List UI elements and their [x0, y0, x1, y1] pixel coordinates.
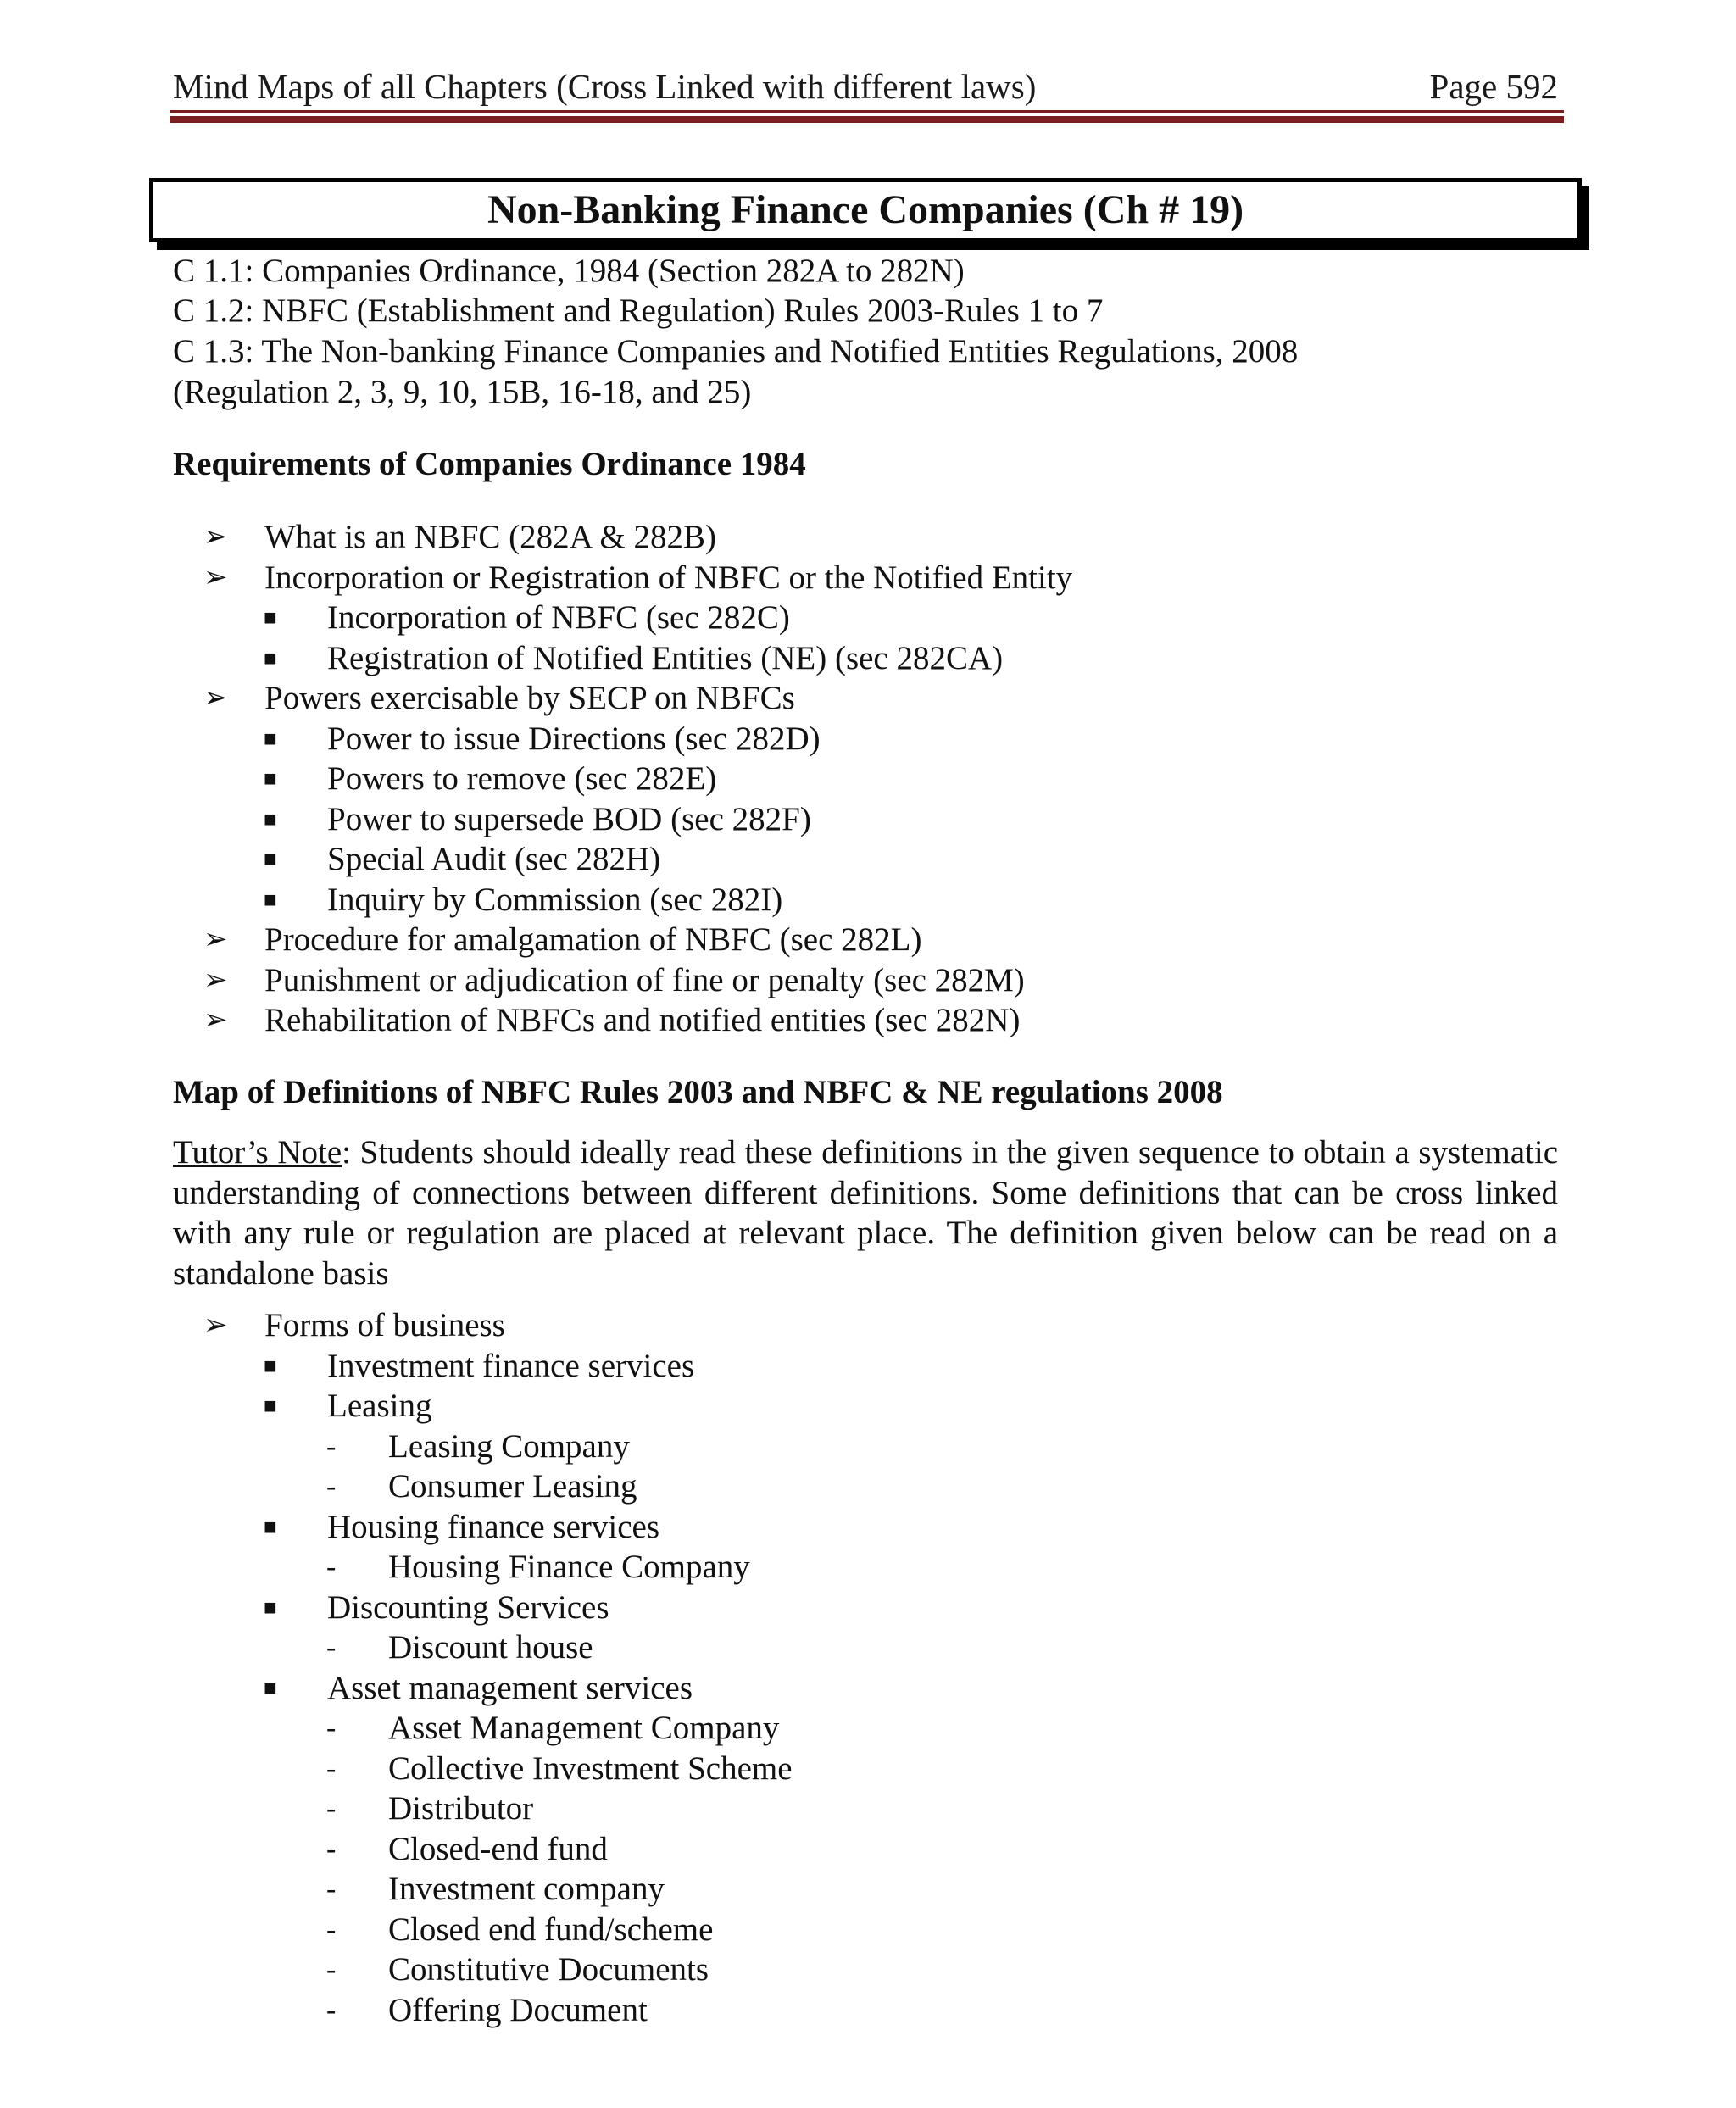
list-item: Leasing Company	[388, 1427, 630, 1465]
list-item: Punishment or adjudication of fine or penalty (sec 282M)	[264, 961, 1025, 998]
list-item: Asset Management Company	[388, 1710, 780, 1746]
list-item: Registration of Notified Entities (NE) (sec 282CA)	[327, 639, 1004, 676]
arrow-bullet-icon: ➢	[203, 1310, 228, 1341]
dash-bullet: -	[326, 1873, 337, 1905]
list-item: Special Audit (sec 282H)	[327, 841, 661, 877]
square-bullet-icon: ■	[264, 1353, 277, 1378]
dash-bullet: -	[326, 1551, 337, 1582]
square-bullet-icon: ■	[264, 766, 277, 791]
chapter-title: Non-Banking Finance Companies (Ch # 19)	[487, 187, 1244, 232]
section-heading-definitions: Map of Definitions of NBFC Rules 2003 and NBFC & NE regulations 2008	[173, 1074, 1223, 1110]
list-item: Discounting Services	[327, 1588, 609, 1626]
dash-bullet: -	[326, 1712, 337, 1744]
list-item: Closed-end fund	[388, 1830, 608, 1867]
reference-line: C 1.2: NBFC (Establishment and Regulation) Rules 2003-Rules 1 to 7	[173, 292, 1104, 329]
list-item: Discount house	[388, 1629, 593, 1666]
header-title: Mind Maps of all Chapters (Cross Linked with different laws)	[173, 67, 1037, 106]
list-item: What is an NBFC (282A & 282B)	[264, 519, 716, 555]
arrow-bullet-icon: ➢	[203, 682, 228, 714]
square-bullet-icon: ■	[264, 726, 277, 751]
square-bullet-icon: ■	[264, 1393, 277, 1418]
list-item: Incorporation of NBFC (sec 282C)	[327, 599, 790, 636]
dash-bullet: -	[326, 1752, 337, 1784]
dash-bullet: -	[326, 1833, 337, 1865]
dash-bullet: -	[326, 1793, 337, 1824]
list-item: Investment finance services	[327, 1347, 695, 1384]
square-bullet-icon: ■	[264, 887, 277, 912]
list-item: Consumer Leasing	[388, 1468, 637, 1505]
list-item: Closed end fund/scheme	[388, 1911, 714, 1948]
arrow-bullet-icon: ➢	[203, 964, 228, 996]
square-bullet-icon: ■	[264, 1675, 277, 1700]
arrow-bullet-icon: ➢	[203, 561, 228, 593]
dash-bullet: -	[326, 1471, 337, 1502]
tutor-note	[173, 1132, 1558, 1293]
square-bullet-icon: ■	[264, 847, 277, 871]
list-item: Constitutive Documents	[388, 1951, 709, 1988]
tutor-note-text: : Students should ideally read these definitions in the given sequence to obtain a systematic understanding of connections between different definitions. Some definitions that can be cross linked with any rule or regulation are placed at relevant place. The definition given below can be read on a standalone basis	[173, 1134, 1558, 1292]
reference-line: C 1.1: Companies Ordinance, 1984 (Section 282A to 282N)	[173, 253, 965, 289]
header-rule-thick	[170, 116, 1564, 123]
list-item: Rehabilitation of NBFCs and notified entities (sec 282N)	[264, 1002, 1021, 1038]
list-item: Power to issue Directions (sec 282D)	[327, 720, 821, 757]
square-bullet-icon: ■	[264, 1594, 277, 1620]
list-item: Inquiry by Commission (sec 282I)	[327, 881, 783, 918]
list-item: Power to supersede BOD (sec 282F)	[327, 800, 811, 837]
dash-bullet: -	[326, 1913, 337, 1945]
list-item: Collective Investment Scheme	[388, 1749, 793, 1787]
square-bullet-icon: ■	[264, 605, 277, 630]
list-item: Offering Document	[388, 1991, 648, 2028]
page-number: Page 592	[1429, 67, 1558, 106]
list-item: Housing finance services	[327, 1508, 660, 1545]
square-bullet-icon: ■	[264, 806, 277, 832]
dash-bullet: -	[326, 1954, 337, 1985]
list-item: Powers exercisable by SECP on NBFCs	[264, 680, 795, 716]
dash-bullet: -	[326, 1430, 337, 1462]
dash-bullet: -	[326, 1994, 337, 2026]
list-item: Investment company	[388, 1871, 665, 1907]
arrow-bullet-icon: ➢	[203, 521, 228, 553]
list-item: Distributor	[388, 1790, 534, 1827]
list-item: Leasing	[327, 1388, 432, 1424]
list-item: Procedure for amalgamation of NBFC (sec 282L)	[264, 921, 922, 958]
tutor-note-label: Tutor’s Note	[173, 1134, 342, 1171]
list-item: Forms of business	[264, 1307, 505, 1343]
list-item: Housing Finance Company	[388, 1549, 750, 1585]
reference-line: C 1.3: The Non-banking Finance Companies and Notified Entities Regulations, 2008	[173, 333, 1299, 370]
list-item: Powers to remove (sec 282E)	[327, 760, 717, 797]
reference-line: (Regulation 2, 3, 9, 10, 15B, 16-18, and 25)	[173, 374, 752, 410]
square-bullet-icon: ■	[264, 1514, 277, 1539]
square-bullet-icon: ■	[264, 645, 277, 670]
header-rule-thin	[170, 110, 1564, 113]
list-item: Incorporation or Registration of NBFC or the Notified Entity	[264, 559, 1073, 596]
list-item: Asset management services	[327, 1669, 693, 1706]
arrow-bullet-icon: ➢	[203, 924, 228, 955]
dash-bullet: -	[326, 1632, 337, 1663]
section-heading-requirements: Requirements of Companies Ordinance 1984	[173, 446, 806, 482]
arrow-bullet-icon: ➢	[203, 1004, 228, 1036]
chapter-title-box	[149, 178, 1582, 242]
